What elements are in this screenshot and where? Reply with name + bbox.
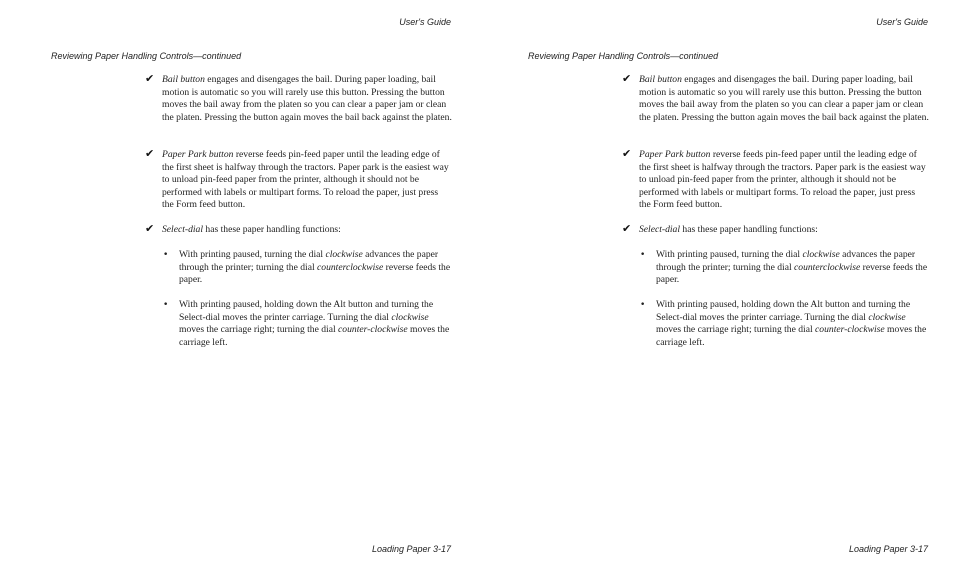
item-term: Select-dial — [162, 224, 204, 235]
sub-text: moves the carriage left. — [656, 324, 927, 348]
item-text: engages and disengages the bail. During paper loading, bail motion is automatic so you will rarely use this button. Pressing the button moves the bail away from the platen so you can clear a paper jam or clean the platen. Pressing the button again moves the bail back against the platen. — [639, 74, 929, 123]
checkmark-icon: ✔ — [622, 222, 632, 235]
sub-text-italic: counter-clockwise — [815, 324, 885, 335]
item-text: engages and disengages the bail. During paper loading, bail motion is automatic so you will rarely use this button. Pressing the button moves the bail away from the platen so you can clear a paper jam or clean the platen. Pressing the button again moves the bail back against the platen. — [162, 74, 452, 123]
sub-list-item — [163, 299, 451, 349]
sub-text: reverse feeds the paper. — [656, 261, 928, 285]
sub-text: moves the carriage right; turning the dial — [656, 324, 816, 335]
page-footer: Loading Paper 3-17 — [848, 544, 928, 554]
sub-text-italic: clockwise — [391, 311, 429, 323]
sub-list-item — [640, 249, 928, 287]
bullet-icon: • — [163, 300, 169, 310]
sub-text: With printing paused, turning the dial — [179, 249, 326, 260]
sub-text: With printing paused, holding down the Alt button and turning the Select-dial moves the printer carriage. Turning the dial — [656, 299, 911, 323]
checkmark-icon: ✔ — [145, 222, 155, 235]
bullet-icon: • — [640, 300, 646, 310]
checkmark-icon: ✔ — [145, 72, 155, 85]
checkmark-icon: ✔ — [622, 147, 632, 160]
sub-text: moves the carriage left. — [179, 324, 450, 348]
list-item — [622, 72, 929, 124]
sub-list-item — [640, 299, 928, 349]
item-term: Paper Park button — [639, 149, 711, 160]
item-text: has these paper handling functions: — [203, 224, 341, 235]
list-item — [145, 147, 452, 212]
bullet-icon: • — [163, 250, 169, 260]
item-text: reverse feeds pin-feed paper until the leading edge of the first sheet is halfway through the tractors. Paper park is the easiest way to unload pin-feed paper from the printer, although it should not be performed with labels or multipart forms. To reload the paper, just press the Form feed button. — [162, 149, 449, 210]
sub-list-item — [163, 249, 451, 287]
sub-text: With printing paused, turning the dial — [656, 249, 803, 260]
sub-text-italic: counterclockwise — [317, 261, 384, 273]
item-text: has these paper handling functions: — [680, 224, 818, 235]
checkmark-icon: ✔ — [145, 147, 155, 160]
sub-text: With printing paused, holding down the Alt button and turning the Select-dial moves the printer carriage. Turning the dial — [179, 299, 434, 323]
checkmark-icon: ✔ — [622, 72, 632, 85]
sub-text: reverse feeds the paper. — [179, 261, 451, 285]
sub-text-italic: clockwise — [868, 311, 906, 323]
page-footer: Loading Paper 3-17 — [371, 544, 451, 554]
section-title: Reviewing Paper Handling Controls—continued — [528, 51, 719, 61]
item-term: Paper Park button — [162, 149, 234, 160]
sub-text: advances the paper through the printer; turning the dial — [656, 249, 916, 273]
item-term: Select-dial — [639, 224, 681, 235]
sub-text-italic: clockwise — [802, 249, 840, 260]
list-item — [145, 72, 452, 124]
sub-text: advances the paper through the printer; turning the dial — [179, 249, 439, 273]
sub-text: moves the carriage right; turning the dial — [179, 324, 339, 335]
item-term: Bail button — [162, 74, 205, 85]
list-item — [622, 147, 929, 212]
list-item — [145, 222, 452, 237]
item-text: reverse feeds pin-feed paper until the leading edge of the first sheet is halfway through the tractors. Paper park is the easiest way to unload pin-feed paper from the printer, although it should not be performed with labels or multipart forms. To reload the paper, just press the Form feed button. — [639, 149, 926, 210]
sub-text-italic: clockwise — [325, 249, 363, 260]
section-title: Reviewing Paper Handling Controls—continued — [51, 51, 242, 61]
bullet-icon: • — [640, 250, 646, 260]
sub-text-italic: counter-clockwise — [338, 324, 408, 335]
running-header: User's Guide — [399, 17, 451, 27]
running-header: User's Guide — [876, 17, 928, 27]
list-item — [622, 222, 929, 237]
sub-text-italic: counterclockwise — [794, 261, 861, 273]
item-term: Bail button — [639, 74, 682, 85]
right-page — [477, 0, 954, 580]
